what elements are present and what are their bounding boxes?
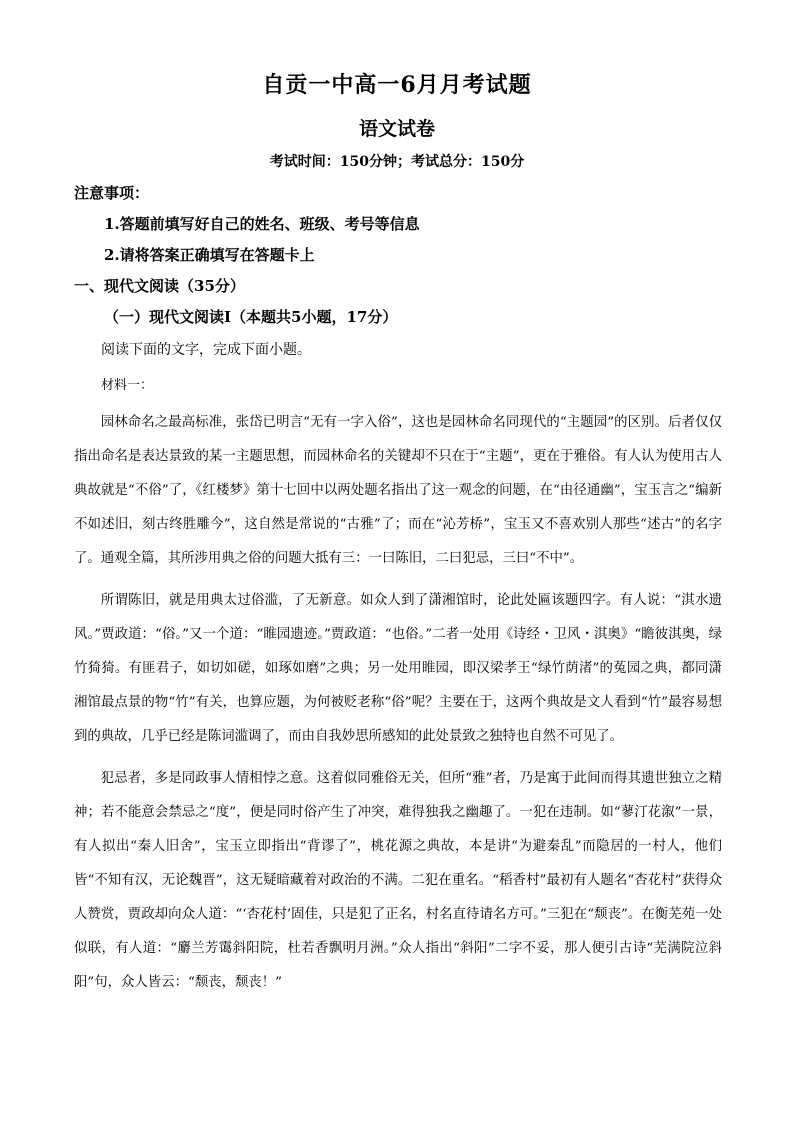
notice-heading: 注意事项：	[74, 184, 150, 202]
exam-info: 考试时间：150分钟；考试总分：150分	[269, 154, 525, 170]
paragraph: 犯忌者，多是同政事人情相悖之意。这着似同雅俗无关，但所“雅”者，乃是寓于此间而得其遗世独立之精神；若不能意会禁忌之“度”，便是同时俗产生了冲突，难得独我之幽趣了。一犯在违制。如“蓼汀花溆”一景，有人拟出“秦人旧舍”，宝玉立即指出“背谬了”，桃花源之典故，本是讲“为避秦乱”而隐居的一村人，他们皆“不知有汉，无论魏晋”，这无疑暗藏着对政治的不满。二犯在重名。“稻香村”最初有人题名“杏花村”获得众人赞赏，贾政却向众人道：“‘杏花村’固佳，只是犯了正名，村名直待请名方可。”三犯在“颓丧”。在衡芜苑一处似联，有人道：“麝兰芳霭斜阳院，杜若香飘明月洲。”众人指出“斜阳”二字不妥，那人便引古诗“芜满院泣斜阳”句，众人皆云：“颓丧，颓丧！”	[74, 771, 722, 990]
material-label: 材料一：	[101, 378, 154, 393]
exam-title: 自贡一中高一6月月考试题	[262, 72, 532, 98]
section-heading: 一、现代文阅读（35分）	[74, 277, 245, 295]
material-body	[74, 406, 722, 1000]
paragraph: 所谓陈旧，就是用典太过俗滥，了无新意。如众人到了潇湘馆时，论此处匾该题四字。有人说：“淇水遗风。”贾政道：“俗。”又一个道：“睢园遗迹。”贾政道：“也俗。”二者一处用《诗经・卫风・淇奥》“瞻彼淇奥，绿竹猗猗。有匪君子，如切如磋，如琢如磨”之典；另一处用睢园，即汉梁孝王“绿竹荫渚”的菟园之典，都同潇湘馆最点景的物“竹”有关，也算应题，为何被贬老称“俗”呢？主要在于，这两个典故是文人看到“竹”最容易想到的典故，几乎已经是陈词滥调了，而由自我妙思所感知的此处景致之独特也自然不可见了。	[74, 593, 722, 744]
reading-instruction: 阅读下面的文字，完成下面小题。	[101, 342, 311, 358]
section-subheading: （一）现代文阅读Ⅰ（本题共5小题，17分）	[104, 308, 398, 326]
paragraph: 园林命名之最高标准，张岱已明言“无有一字入俗”，这也是园林命名同现代的“主题园”的区别。后者仅仅指出命名是表达景致的某一主题思想，而园林命名的关键却不只在于“主题”，更在于雅俗。有人认为使用古人典故就是“不俗”了，《红楼梦》第十七回中以两处题名指出了这一观念的问题，在“由径通幽”，宝玉言之“编新不如述旧，刻古终胜雕今”，这自然是常说的“古雅”了；而在“沁芳桥”，宝玉又不喜欢别人那些“述古”的名字了。通观全篇，其所涉用典之俗的问题大抵有三：一曰陈旧，二曰犯忌，三曰“不中”。	[74, 415, 722, 566]
notice-item: 2.请将答案正确填写在答题卡上	[104, 246, 315, 264]
notice-item: 1.答题前填写好自己的姓名、班级、考号等信息	[104, 215, 420, 233]
exam-subtitle: 语文试卷	[358, 118, 435, 140]
